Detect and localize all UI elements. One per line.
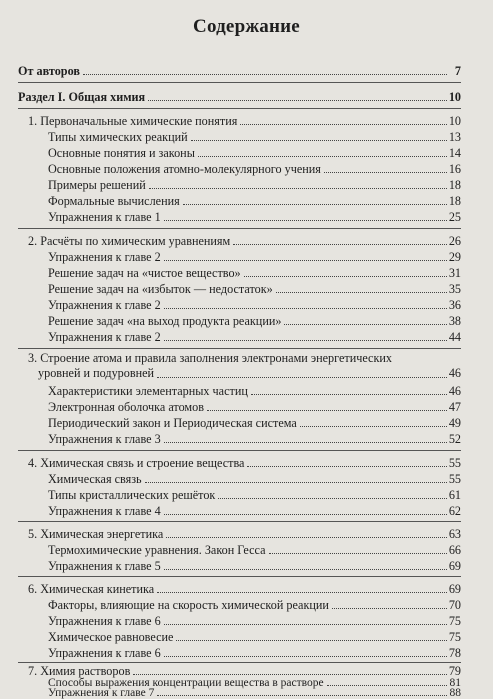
- leader-dots: [149, 187, 447, 189]
- toc-entry-page: 78: [448, 646, 461, 660]
- toc-entry[interactable]: [28, 232, 461, 248]
- toc-entry-label: Типы химических реакций: [48, 130, 188, 144]
- toc-entry-page: 69: [448, 559, 461, 573]
- toc-entry-page: 46: [448, 384, 461, 398]
- toc-entry[interactable]: [48, 430, 461, 446]
- toc-entry[interactable]: [48, 486, 461, 502]
- toc-entry-page: 31: [448, 266, 461, 280]
- leader-dots: [207, 409, 447, 411]
- toc-entry[interactable]: [48, 296, 461, 312]
- toc-entry[interactable]: [48, 382, 461, 398]
- leader-dots: [269, 552, 447, 554]
- toc-entry-label: Решение задач на «чистое вещество»: [48, 266, 241, 280]
- toc-entry[interactable]: [48, 280, 461, 296]
- toc-entry-page: 55: [448, 472, 461, 486]
- toc-entry-page: 26: [448, 234, 461, 248]
- toc-entry-page: 79: [448, 664, 461, 678]
- toc-entry-label: Упражнения к главе 5: [48, 559, 161, 573]
- toc-entry[interactable]: [28, 454, 461, 470]
- toc-entry[interactable]: [48, 264, 461, 280]
- toc-entry-page: 25: [448, 210, 461, 224]
- divider: [18, 82, 461, 83]
- toc-entry[interactable]: [48, 502, 461, 518]
- toc-entry-label: Раздел I. Общая химия: [18, 90, 146, 104]
- toc-entry-page: 66: [448, 543, 461, 557]
- toc-entry-page: 88: [449, 687, 461, 699]
- leader-dots: [133, 673, 446, 675]
- toc-entry-label: Упражнения к главе 2: [48, 250, 161, 264]
- toc-entry[interactable]: [48, 176, 461, 192]
- toc-entry[interactable]: [48, 398, 461, 414]
- toc-entry-page: 44: [448, 330, 461, 344]
- leader-dots: [164, 441, 447, 443]
- leader-dots: [148, 99, 447, 101]
- toc-entry-page: 63: [448, 527, 461, 541]
- toc-entry[interactable]: [48, 328, 461, 344]
- leader-dots: [327, 684, 447, 686]
- toc-entry-label: Основные понятия и законы: [48, 146, 195, 160]
- toc-entry-page: 47: [448, 400, 461, 414]
- toc-entry-label: Электронная оболочка атомов: [48, 400, 204, 414]
- toc-entry[interactable]: [28, 664, 461, 678]
- leader-dots: [164, 339, 447, 341]
- toc-entry-label: Упражнения к главе 6: [48, 646, 161, 660]
- toc-entry[interactable]: [48, 312, 461, 328]
- toc-entry-page: 29: [448, 250, 461, 264]
- toc-entry-label: 6. Химическая кинетика: [28, 582, 155, 596]
- toc-entry-page: 81: [449, 677, 461, 689]
- toc-entry-label: Периодический закон и Периодическая система: [48, 416, 297, 430]
- toc-entry-label: Упражнения к главе 1: [48, 210, 161, 224]
- leader-dots: [157, 694, 447, 696]
- toc-entry-label: От авторов: [18, 64, 80, 78]
- leader-dots: [244, 275, 447, 277]
- divider: [18, 450, 461, 451]
- leader-dots: [324, 171, 447, 173]
- toc-entry-label: Основные положения атомно-молекулярного учения: [48, 162, 321, 176]
- toc-entry-label: Упражнения к главе 3: [48, 432, 161, 446]
- toc-entry-page: 35: [448, 282, 461, 296]
- leader-dots: [164, 513, 447, 515]
- toc-entry-label: Упражнения к главе 7: [48, 687, 155, 699]
- leader-dots: [276, 291, 447, 293]
- toc-entry-page: 10: [448, 90, 461, 104]
- toc-entry-label: Химическая связь: [48, 472, 142, 486]
- leader-dots: [240, 123, 446, 125]
- leader-dots: [164, 219, 447, 221]
- toc-entry-page: 75: [448, 630, 461, 644]
- toc-entry-page: 16: [448, 162, 461, 176]
- toc-entry-page: 49: [448, 416, 461, 430]
- toc-entry[interactable]: [48, 192, 461, 208]
- leader-dots: [157, 591, 447, 593]
- leader-dots: [191, 139, 447, 141]
- toc-entry[interactable]: [28, 525, 461, 541]
- toc-entry-page: 61: [448, 488, 461, 502]
- toc-entry[interactable]: [48, 128, 461, 144]
- toc-entry[interactable]: [48, 470, 461, 486]
- divider: [18, 348, 461, 349]
- toc-entry[interactable]: [28, 351, 461, 381]
- toc-entry[interactable]: [48, 612, 461, 628]
- toc-entry-page: 46: [448, 366, 461, 380]
- divider: [18, 228, 461, 229]
- leader-dots: [164, 259, 447, 261]
- toc-entry-label: Типы кристаллических решёток: [48, 488, 216, 502]
- toc-entry-label: Решение задач «на выход продукта реакции»: [48, 314, 282, 328]
- toc-entry-label: 3. Строение атома и правила заполнения электронами энергетических: [28, 351, 392, 365]
- toc-entry-label-cont: уровней и подуровней: [38, 366, 155, 380]
- toc-entry-label: Химическое равновесие: [48, 630, 174, 644]
- leader-dots: [157, 376, 447, 378]
- toc-entry-label: Примеры решений: [48, 178, 146, 192]
- toc-entry[interactable]: [48, 596, 461, 612]
- toc-entry-page: 7: [454, 64, 461, 78]
- leader-dots: [300, 425, 447, 427]
- toc-entry[interactable]: [48, 688, 461, 699]
- toc-entry-page: 36: [448, 298, 461, 312]
- leader-dots: [183, 203, 447, 205]
- divider: [18, 521, 461, 522]
- toc-entry-label: 7. Химия растворов: [28, 664, 131, 678]
- leader-dots: [145, 481, 447, 483]
- toc-entry-page: 70: [448, 598, 461, 612]
- toc-entry[interactable]: [48, 644, 461, 660]
- toc-entry[interactable]: [48, 414, 461, 430]
- toc-entry[interactable]: [48, 248, 461, 264]
- toc-entry-page: 69: [448, 582, 461, 596]
- leader-dots: [251, 393, 447, 395]
- leader-dots: [284, 323, 446, 325]
- leader-dots: [164, 307, 447, 309]
- toc-entry-page: 52: [448, 432, 461, 446]
- toc-entry-page: 55: [448, 456, 461, 470]
- toc-entry[interactable]: [48, 144, 461, 160]
- toc-entry-page: 18: [448, 178, 461, 192]
- divider: [18, 108, 461, 109]
- toc-entry-label: 1. Первоначальные химические понятия: [28, 114, 238, 128]
- leader-dots: [166, 536, 447, 538]
- toc-entry-page: 62: [448, 504, 461, 518]
- leader-dots: [164, 655, 447, 657]
- toc-entry-page: 38: [448, 314, 461, 328]
- toc-entry-label: Способы выражения концентрации вещества в растворе: [48, 677, 324, 689]
- leader-dots: [218, 497, 446, 499]
- leader-dots: [164, 623, 447, 625]
- toc-entry-page: 18: [448, 194, 461, 208]
- toc-entry[interactable]: [18, 62, 461, 78]
- divider: [18, 662, 461, 663]
- toc-entry-page: 14: [448, 146, 461, 160]
- toc-entry[interactable]: [28, 112, 461, 128]
- toc-entry-page: 13: [448, 130, 461, 144]
- divider: [18, 576, 461, 577]
- leader-dots: [233, 243, 447, 245]
- leader-dots: [164, 568, 447, 570]
- leader-dots: [198, 155, 447, 157]
- toc-entry[interactable]: [18, 88, 461, 104]
- page-title: Содержание: [193, 16, 300, 37]
- toc-entry[interactable]: [48, 557, 461, 573]
- leader-dots: [332, 607, 447, 609]
- toc-entry-label: Упражнения к главе 2: [48, 298, 161, 312]
- toc-entry-label: 2. Расчёты по химическим уравнениям: [28, 234, 231, 248]
- toc-entry-page: 75: [448, 614, 461, 628]
- toc-entry-label: Термохимические уравнения. Закон Гесса: [48, 543, 266, 557]
- toc-entry-page: 10: [448, 114, 461, 128]
- toc-entry[interactable]: [48, 208, 461, 224]
- toc-entry-label: Упражнения к главе 6: [48, 614, 161, 628]
- toc-entry-label: Характеристики элементарных частиц: [48, 384, 248, 398]
- toc-entry[interactable]: [28, 580, 461, 596]
- leader-dots: [247, 465, 446, 467]
- toc-entry[interactable]: [48, 628, 461, 644]
- leader-dots: [176, 639, 446, 641]
- toc-entry-label: Формальные вычисления: [48, 194, 180, 208]
- toc-entry-label: Факторы, влияющие на скорость химической реакции: [48, 598, 329, 612]
- toc-entry-label: 4. Химическая связь и строение вещества: [28, 456, 245, 470]
- toc-entry[interactable]: [48, 541, 461, 557]
- toc-entry-label: Упражнения к главе 4: [48, 504, 161, 518]
- toc-entry-label: Решение задач на «избыток — недостаток»: [48, 282, 273, 296]
- toc-entry[interactable]: [48, 160, 461, 176]
- toc-entry-label: Упражнения к главе 2: [48, 330, 161, 344]
- toc-entry-label: 5. Химическая энергетика: [28, 527, 164, 541]
- leader-dots: [83, 73, 447, 75]
